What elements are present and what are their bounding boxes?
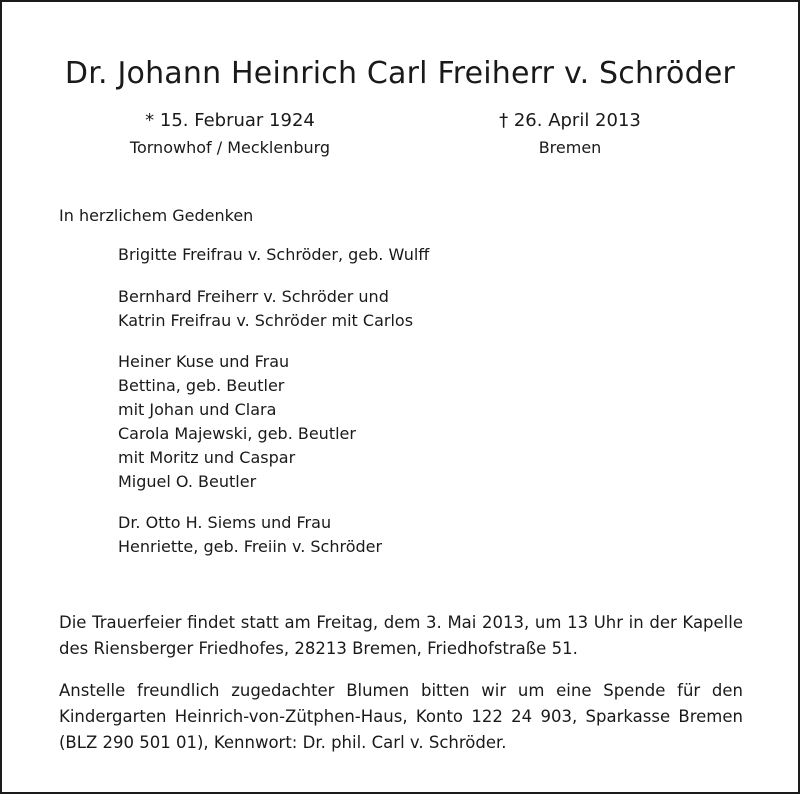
memorial-intro: In herzlichem Gedenken [59, 206, 254, 225]
death-date: † 26. April 2013 [499, 110, 641, 131]
mourner-line: Bernhard Freiherr v. Schröder und [118, 287, 389, 306]
mourner-line: Brigitte Freifrau v. Schröder, geb. Wulff [118, 245, 430, 264]
birth-place: Tornowhof / Mecklenburg [129, 138, 331, 157]
deceased-name: Dr. Johann Heinrich Carl Freiherr v. Schröder [64, 56, 736, 91]
mourner-group-4 [118, 511, 382, 559]
mourner-line: Carola Majewski, geb. Beutler [118, 424, 356, 443]
mourner-line: Heiner Kuse und Frau [118, 352, 290, 371]
mourner-group-1 [118, 243, 429, 267]
mourner-group-2 [118, 285, 413, 333]
funeral-notice: Die Trauerfeier findet statt am Freitag, dem 3. Mai 2013, um 13 Uhr in der Kapelle des Riensberger Friedhofes, 28213 Bremen, Friedhofstraße 51. [59, 613, 743, 658]
mourner-line: Dr. Otto H. Siems und Frau [118, 513, 332, 532]
mourner-group-3 [118, 350, 356, 494]
birth-date: * 15. Februar 1924 [145, 110, 315, 131]
mourner-line: Miguel O. Beutler [118, 472, 257, 491]
mourner-line: mit Moritz und Caspar [118, 448, 296, 467]
mourner-line: Henriette, geb. Freiin v. Schröder [118, 537, 383, 556]
mourner-line: Katrin Freifrau v. Schröder mit Carlos [118, 311, 414, 330]
mourner-line: Bettina, geb. Beutler [118, 376, 285, 395]
mourner-line: mit Johan und Clara [118, 400, 277, 419]
donation-notice: Anstelle freundlich zugedachter Blumen bitten wir um eine Spende für den Kindergarten Heinrich-von-Zütphen-Haus, Konto 122 24 903, Sparkasse Bremen (BLZ 290 501 01), Kennwort: Dr. phil. Carl v. Schröder. [59, 681, 743, 752]
death-place: Bremen [538, 138, 602, 157]
